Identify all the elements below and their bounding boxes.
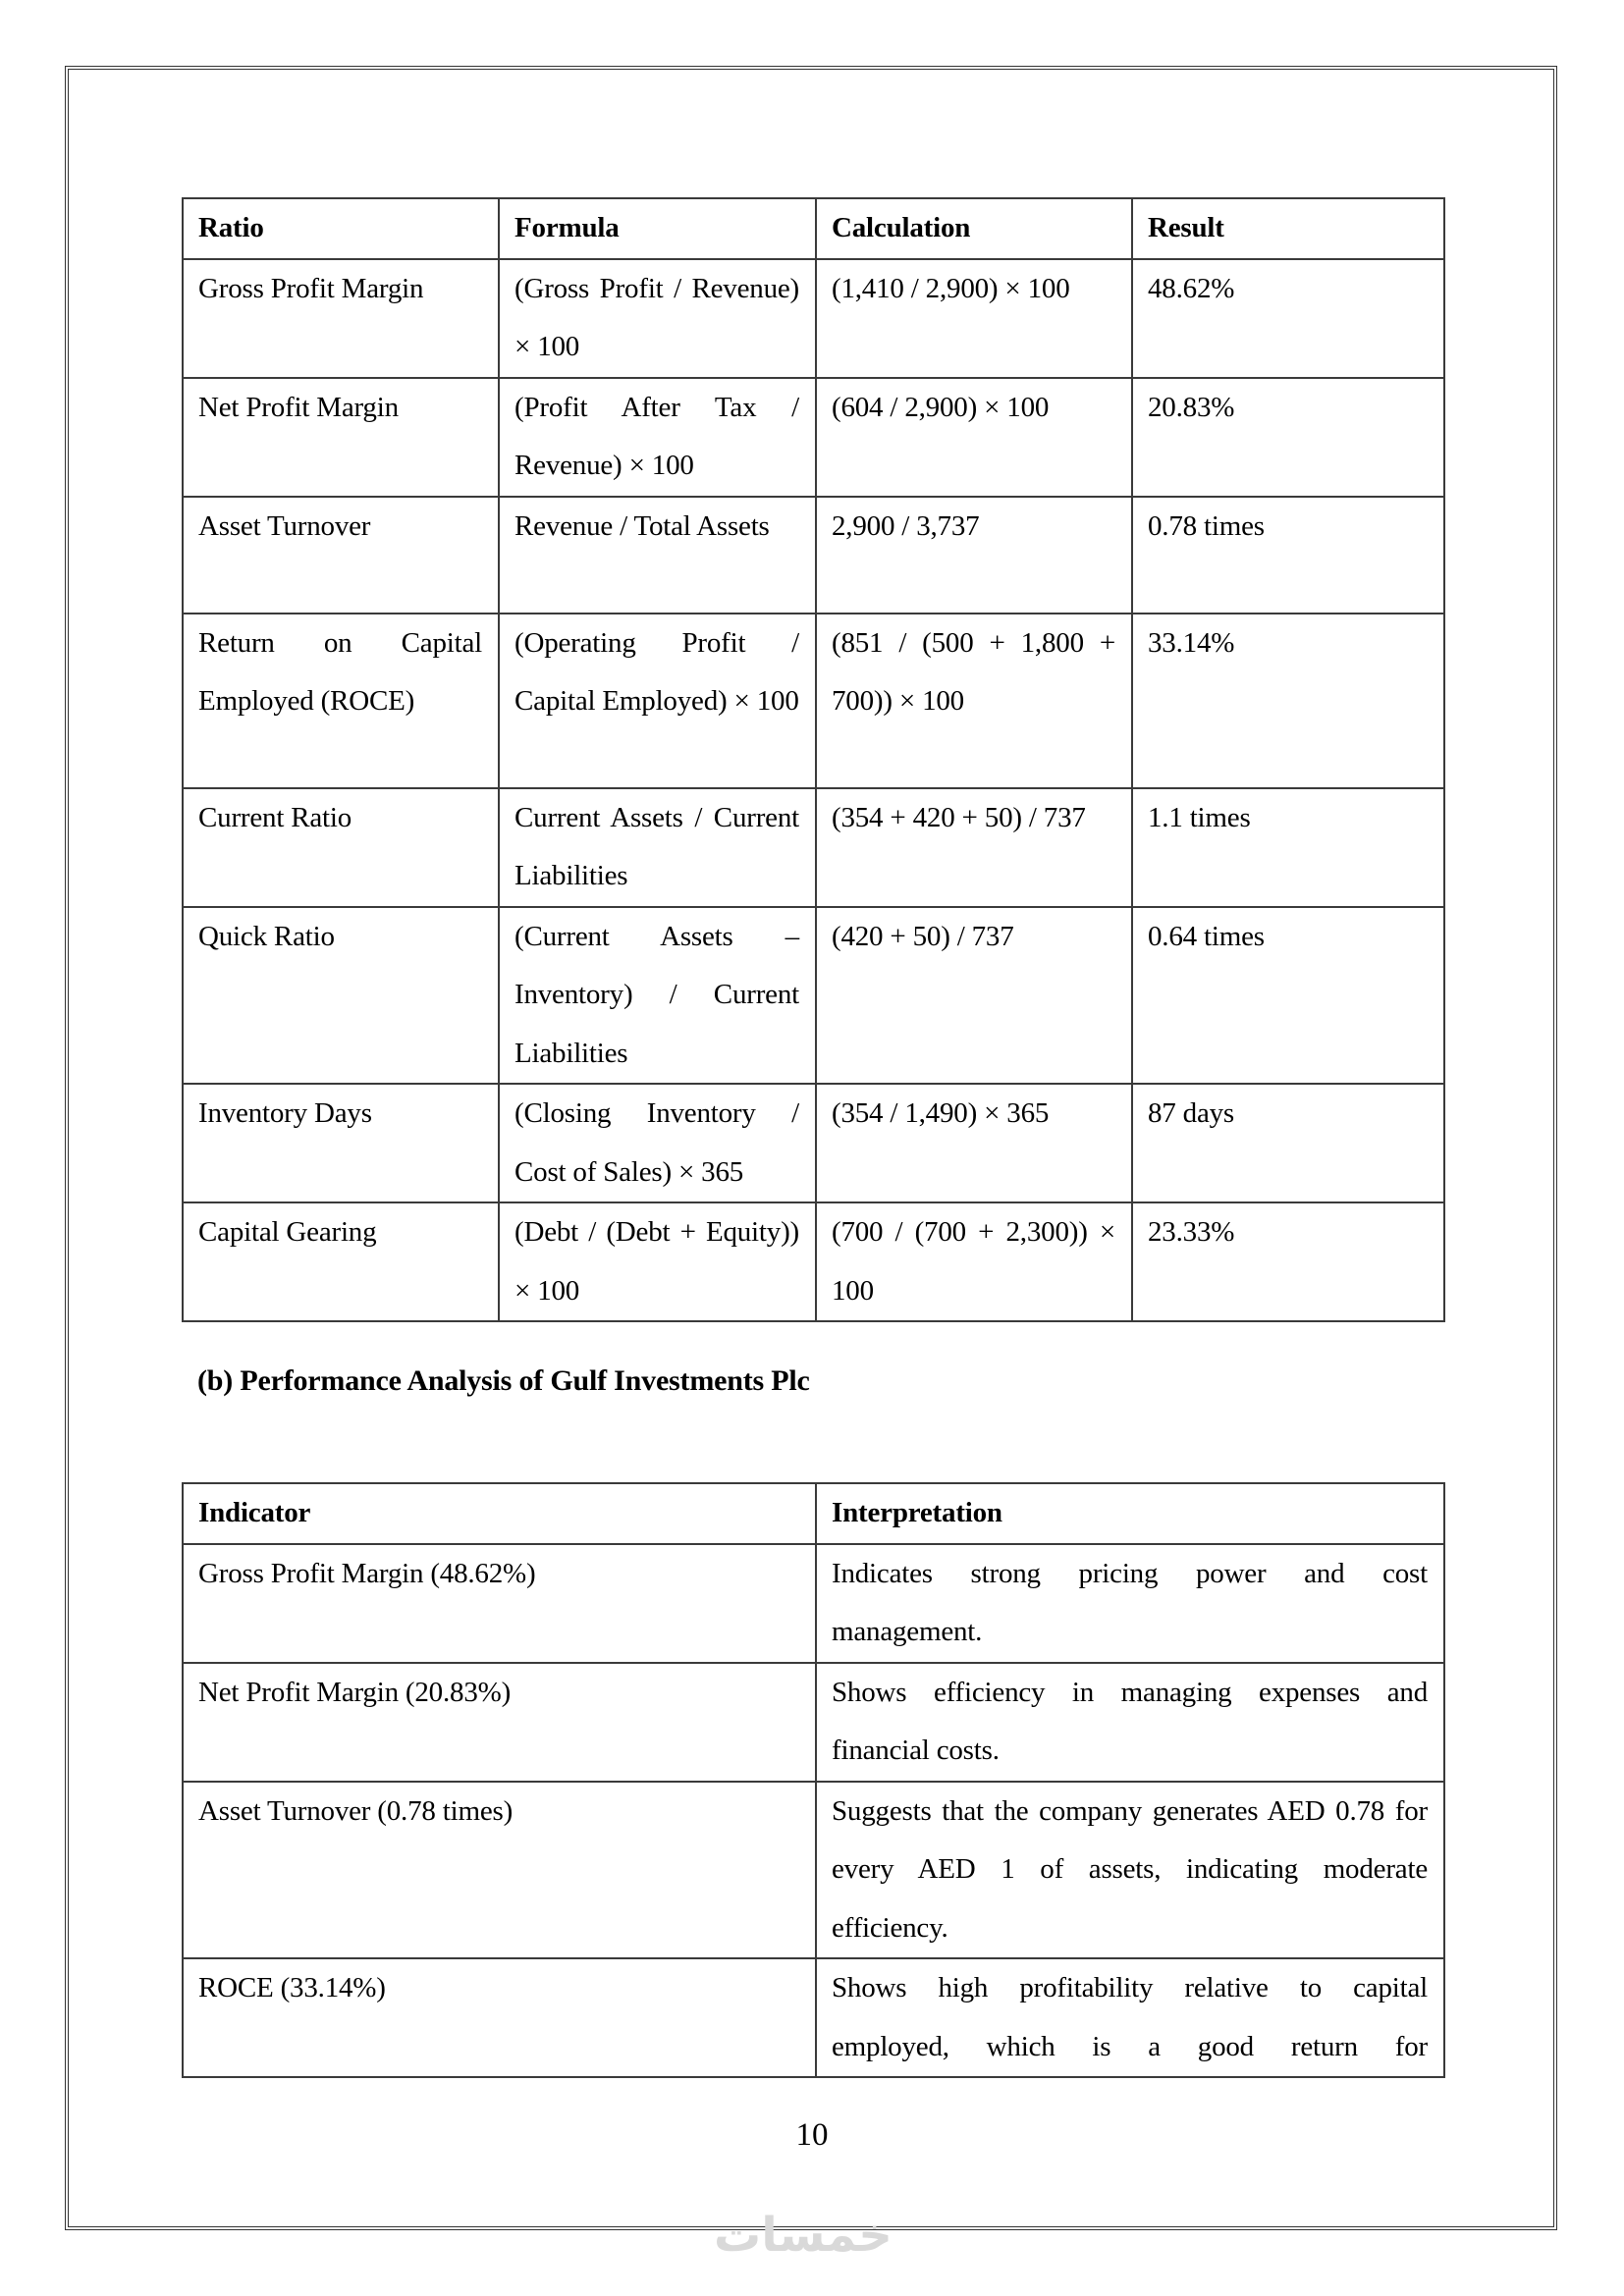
table-row — [183, 1663, 1444, 1782]
table-row — [183, 497, 1444, 614]
table-row — [183, 1544, 1444, 1663]
indicator-interpretation: Suggests that the company generates AED 0.78 for every AED 1 of assets, indicating moderate efficiency. — [816, 1782, 1444, 1959]
table-row — [183, 788, 1444, 907]
ratio-calculation: (420 + 50) / 737 — [816, 907, 1132, 1085]
header-result: Result — [1132, 198, 1444, 259]
header-interpretation: Interpretation — [816, 1483, 1444, 1544]
ratio-formula: (Operating Profit / Capital Employed) × 100 — [499, 614, 816, 788]
ratio-formula: (Debt / (Debt + Equity)) × 100 — [499, 1202, 816, 1321]
indicator-name: Net Profit Margin (20.83%) — [183, 1663, 816, 1782]
ratio-name: Return on Capital Employed (ROCE) — [183, 614, 499, 788]
table-header-row — [183, 1483, 1444, 1544]
table-row — [183, 614, 1444, 788]
ratio-formula: (Current Assets – Inventory) / Current Liabilities — [499, 907, 816, 1085]
ratio-result: 20.83% — [1132, 378, 1444, 497]
table-row — [183, 1084, 1444, 1202]
ratios-table — [182, 197, 1445, 1322]
ratio-calculation: (851 / (500 + 1,800 + 700)) × 100 — [816, 614, 1132, 788]
indicator-name: ROCE (33.14%) — [183, 1958, 816, 2077]
ratio-result: 33.14% — [1132, 614, 1444, 788]
header-formula: Formula — [499, 198, 816, 259]
ratio-name: Gross Profit Margin — [183, 259, 499, 378]
table-header-row — [183, 198, 1444, 259]
ratio-calculation: (604 / 2,900) × 100 — [816, 378, 1132, 497]
indicator-name: Asset Turnover (0.78 times) — [183, 1782, 816, 1959]
ratio-result: 48.62% — [1132, 259, 1444, 378]
header-indicator: Indicator — [183, 1483, 816, 1544]
header-calculation: Calculation — [816, 198, 1132, 259]
page-number: 10 — [795, 2117, 829, 2153]
header-ratio: Ratio — [183, 198, 499, 259]
table-row — [183, 1202, 1444, 1321]
indicator-interpretation: Shows high profitability relative to capital employed, which is a good return for — [816, 1958, 1444, 2077]
ratio-result: 1.1 times — [1132, 788, 1444, 907]
ratio-calculation: 2,900 / 3,737 — [816, 497, 1132, 614]
indicator-interpretation: Shows efficiency in managing expenses and financial costs. — [816, 1663, 1444, 1782]
analysis-table — [182, 1482, 1445, 2078]
ratio-result: 0.78 times — [1132, 497, 1444, 614]
ratio-calculation: (354 + 420 + 50) / 737 — [816, 788, 1132, 907]
ratio-formula: (Profit After Tax / Revenue) × 100 — [499, 378, 816, 497]
table-row — [183, 1958, 1444, 2077]
ratio-formula: (Gross Profit / Revenue) × 100 — [499, 259, 816, 378]
table-row — [183, 259, 1444, 378]
ratio-name: Asset Turnover — [183, 497, 499, 614]
ratio-formula: (Closing Inventory / Cost of Sales) × 365 — [499, 1084, 816, 1202]
ratio-result: 87 days — [1132, 1084, 1444, 1202]
ratio-formula: Revenue / Total Assets — [499, 497, 816, 614]
ratio-result: 0.64 times — [1132, 907, 1444, 1085]
watermark-logo: خمسات — [714, 2208, 893, 2263]
ratio-calculation: (1,410 / 2,900) × 100 — [816, 259, 1132, 378]
table-row — [183, 907, 1444, 1085]
ratio-name: Net Profit Margin — [183, 378, 499, 497]
ratio-name: Current Ratio — [183, 788, 499, 907]
table-row — [183, 1782, 1444, 1959]
ratio-formula: Current Assets / Current Liabilities — [499, 788, 816, 907]
indicator-name: Gross Profit Margin (48.62%) — [183, 1544, 816, 1663]
ratio-name: Capital Gearing — [183, 1202, 499, 1321]
ratio-calculation: (700 / (700 + 2,300)) × 100 — [816, 1202, 1132, 1321]
indicator-interpretation: Indicates strong pricing power and cost management. — [816, 1544, 1444, 1663]
ratio-name: Quick Ratio — [183, 907, 499, 1085]
section-heading: (b) Performance Analysis of Gulf Investments Plc — [197, 1364, 810, 1397]
ratio-result: 23.33% — [1132, 1202, 1444, 1321]
table-row — [183, 378, 1444, 497]
ratio-name: Inventory Days — [183, 1084, 499, 1202]
ratio-calculation: (354 / 1,490) × 365 — [816, 1084, 1132, 1202]
